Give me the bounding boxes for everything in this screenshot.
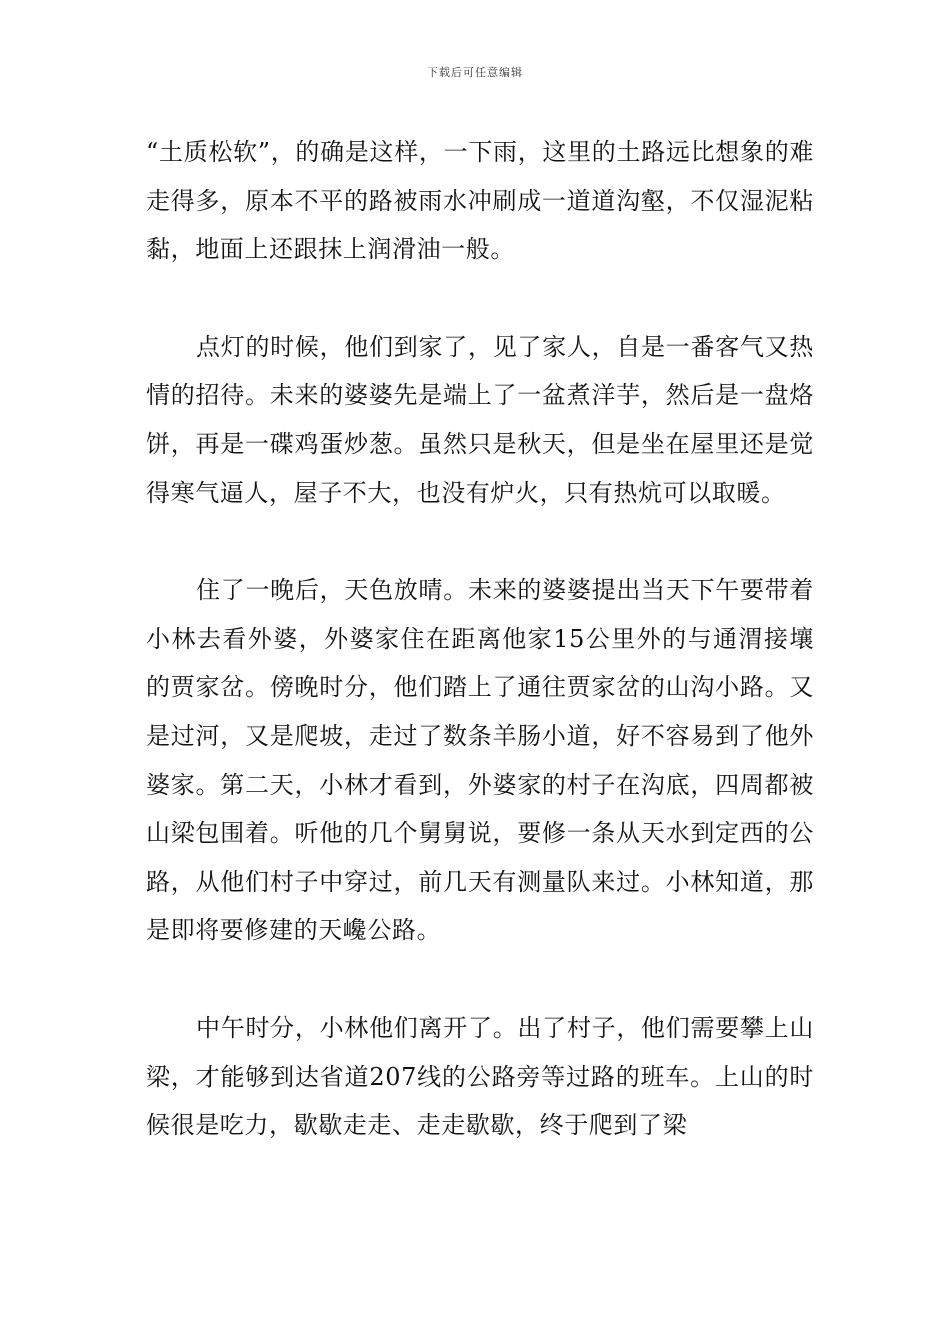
page-header-note: 下载后可任意编辑 — [427, 66, 523, 79]
paragraph-arrival: 点灯的时候，他们到家了，见了家人，自是一番客气又热情的招待。未来的婆婆先是端上了一盆煮洋芋，然后是一盘烙饼，再是一碟鸡蛋炒葱。虽然只是秋天，但是坐在屋里还是觉得寒气逼人，屋子不大，也没有炉火，只有热炕可以取暖。 — [146, 332, 814, 507]
paragraph-departure: 中午时分，小林他们离开了。出了村子，他们需要攀上山梁，才能够到达省道207线的公路旁等过路的班车。上山的时候很是吃力，歇歇走走、走走歇歇，终于爬到了梁 — [146, 1013, 814, 1140]
paragraph-grandmother-visit: 住了一晚后，天色放晴。未来的婆婆提出当天下午要带着小林去看外婆，外婆家住在距离他家15公里外的与通渭接壤的贾家岔。傍晚时分，他们踏上了通往贾家岔的山沟小路。又是过河，又是爬坡，走过了数条羊肠小道，好不容易到了他外婆家。第二天，小林才看到，外婆家的村子在沟底，四周都被山梁包围着。听他的几个舅舅说，要修一条从天水到定西的公路，从他们村子中穿过，前几天有测量队来过。小林知道，那是即将要修建的天巉公路。 — [146, 576, 814, 945]
document-body — [146, 128, 814, 1150]
paragraph-continued: “土质松软”，的确是这样，一下雨，这里的土路远比想象的难走得多，原本不平的路被雨水冲刷成一道道沟壑，不仅湿泥粘黏，地面上还跟抹上润滑油一般。 — [146, 138, 814, 264]
